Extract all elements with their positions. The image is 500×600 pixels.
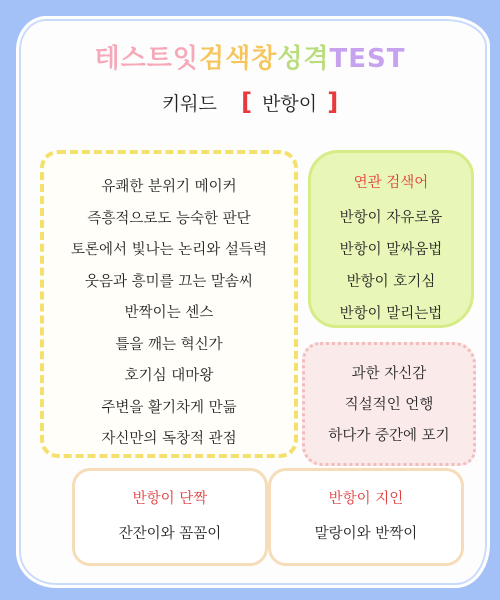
trait-item: 반짝이는 센스 (124, 305, 214, 321)
keyword-label: 키워드 (161, 93, 217, 115)
trait-item: 주변을 활기차게 만듦 (101, 399, 237, 416)
cons-item: 과한 자신감 (351, 366, 427, 382)
best-match-value: 잔잔이와 꼼꼼이 (118, 526, 222, 542)
best-match-title: 반항이 단짝 (132, 491, 208, 507)
title-part-3: 성격 (277, 44, 330, 74)
traits-box (40, 150, 298, 458)
related-search-item: 반항이 말싸움법 (339, 242, 443, 258)
cons-item: 하다가 중간에 포기 (328, 428, 450, 444)
related-search-item: 반항이 자유로움 (339, 210, 443, 226)
traits-list (44, 154, 294, 456)
related-search-list (311, 202, 471, 330)
keyword-bracket-open: [ (241, 88, 253, 116)
trait-item: 토론에서 빛나는 논리와 설득력 (71, 242, 267, 258)
cons-item: 직설적인 언행 (344, 397, 434, 413)
trait-item: 틀을 깨는 혁신가 (115, 336, 223, 353)
keyword-row (0, 88, 500, 116)
title-part-4: TEST (329, 44, 406, 74)
related-search-title: 연관 검색어 (353, 175, 429, 191)
trait-item: 웃음과 흥미를 끄는 말솜씨 (85, 273, 253, 290)
trait-item: 자신만의 독창적 관점 (101, 431, 237, 447)
title-part-1: 테스트잇 (94, 44, 199, 74)
acquaintance-box (268, 468, 464, 566)
cons-box (302, 342, 476, 466)
title-part-2: 검색창 (198, 44, 278, 74)
keyword-bracket-close: ] (327, 88, 339, 116)
keyword-value: 반항이 (262, 93, 318, 115)
trait-item: 유쾌한 분위기 메이커 (101, 179, 237, 195)
trait-item: 즉흥적으로도 능숙한 판단 (87, 210, 251, 227)
page-title (0, 38, 500, 75)
acquaintance-title: 반항이 지인 (328, 491, 404, 507)
trait-item: 호기심 대마왕 (124, 368, 214, 384)
related-search-box (308, 150, 474, 328)
related-search-item: 반항이 말리는법 (339, 306, 443, 322)
related-search-item: 반항이 호기심 (346, 274, 436, 290)
best-match-box (72, 468, 268, 566)
acquaintance-value: 말랑이와 반짝이 (314, 526, 418, 542)
cons-list (305, 345, 473, 452)
